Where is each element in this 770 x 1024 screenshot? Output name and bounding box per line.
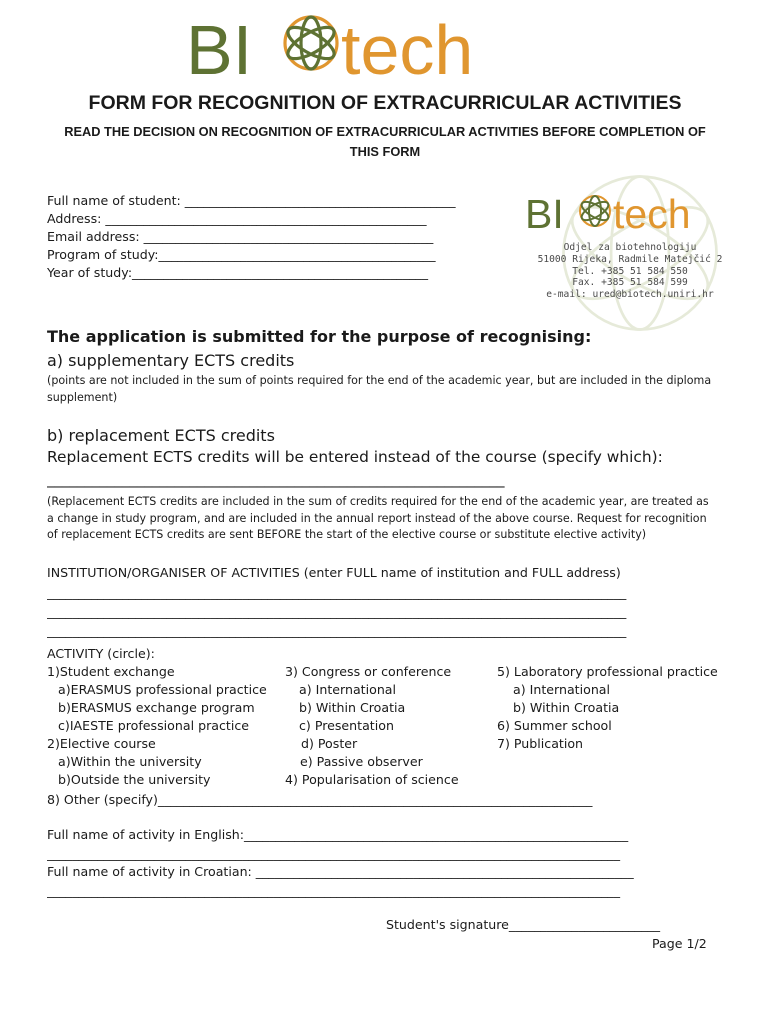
page-number: Page 1/2	[652, 936, 707, 951]
replacement-course-field[interactable]: _____________________________________________________________	[47, 470, 505, 488]
activity-option[interactable]: 1)Student exchange	[47, 664, 175, 679]
address-field[interactable]: Address: ___________________________________________________	[47, 211, 427, 226]
activity-option[interactable]: 2)Elective course	[47, 736, 156, 751]
activity-name-croatian-field[interactable]: Full name of activity in Croatian: ____________________________________________________________	[47, 864, 634, 879]
activity-heading: ACTIVITY (circle):	[47, 646, 155, 661]
institution-label: INSTITUTION/ORGANISER OF ACTIVITIES (enter FULL name of institution and FULL address)	[47, 565, 621, 580]
stamp-line: 51000 Rijeka, Radmile Matejčić 2	[537, 253, 723, 265]
stamp-line: Odjel za biotehnologiju	[563, 242, 697, 253]
activity-option[interactable]: 5) Laboratory professional practice	[497, 664, 718, 679]
stamp-line: Fax. +385 51 584 599	[572, 277, 688, 289]
option-a-note: (points are not included in the sum of points required for the end of the academic year, but are included in the diploma supplement)	[47, 374, 712, 404]
logo-bi-text: BI	[186, 11, 253, 78]
email-field[interactable]: Email address: ______________________________________________	[47, 229, 434, 244]
institution-field-line[interactable]: ____________________________________________________________________________________________	[47, 604, 627, 619]
activity-option[interactable]: a)Within the university	[58, 754, 202, 769]
activity-option[interactable]: c) Presentation	[299, 718, 394, 733]
activity-option[interactable]: c)IAESTE professional practice	[58, 718, 250, 733]
department-stamp	[520, 242, 740, 301]
logo-tech-text: tech	[341, 11, 474, 78]
activity-option[interactable]: 6) Summer school	[497, 718, 612, 733]
form-title: FORM FOR RECOGNITION OF EXTRACURRICULAR ACTIVITIES	[88, 92, 682, 114]
option-a-supplementary[interactable]: a) supplementary ECTS credits	[47, 351, 295, 370]
stamp-line: Tel. +385 51 584 550	[572, 265, 688, 277]
activity-option[interactable]: a) International	[513, 682, 611, 697]
institution-field-line[interactable]: ____________________________________________________________________________________________	[47, 585, 627, 600]
option-b-note: (Replacement ECTS credits are included in the sum of credits required for the end of the academic year, are treated as a change in study program, and are included in the annual report instead of the above course. Request for recognition of replacement ECTS credits are sent BEFORE the start of the elective course or substitute elective activity)	[47, 495, 709, 541]
biotech-logo	[186, 8, 586, 78]
activity-option[interactable]: 4) Popularisation of science	[285, 772, 459, 787]
activity-option[interactable]: b) Within Croatia	[299, 700, 406, 715]
svg-text:BI: BI	[525, 191, 564, 232]
activity-option[interactable]: 3) Congress or conference	[285, 664, 452, 679]
stamp-line: e-mail: ured@biotech.uniri.hr	[546, 289, 714, 301]
stamp-logo	[525, 190, 735, 232]
svg-text:tech: tech	[613, 191, 691, 232]
activity-option[interactable]: d) Poster	[301, 736, 358, 751]
replacement-course-label: Replacement ECTS credits will be entered instead of the course (specify which):	[47, 448, 663, 466]
logo-emblem	[283, 17, 338, 69]
activity-option[interactable]: b)ERASMUS exchange program	[58, 700, 255, 715]
activity-name-english-field[interactable]: Full name of activity in English:_____________________________________________________________	[47, 827, 629, 842]
activity-option[interactable]: e) Passive observer	[300, 754, 423, 769]
student-signature-field[interactable]: Student's signature________________________	[386, 917, 661, 932]
activity-name-croatian-line[interactable]: ___________________________________________________________________________________________	[47, 883, 621, 898]
activity-name-english-line[interactable]: ___________________________________________________________________________________________	[47, 846, 621, 861]
activity-option[interactable]: b) Within Croatia	[513, 700, 620, 715]
purpose-heading: The application is submitted for the purpose of recognising:	[47, 327, 592, 346]
year-field[interactable]: Year of study:_______________________________________________	[47, 265, 429, 280]
full-name-field[interactable]: Full name of student: ___________________________________________	[47, 193, 456, 208]
institution-field-line[interactable]: ____________________________________________________________________________________________	[47, 623, 627, 638]
program-field[interactable]: Program of study:____________________________________________	[47, 247, 436, 262]
option-b-replacement[interactable]: b) replacement ECTS credits	[47, 426, 275, 445]
activity-option[interactable]: 7) Publication	[497, 736, 584, 751]
activity-option[interactable]: a) International	[299, 682, 397, 697]
other-activity-field[interactable]: 8) Other (specify)_____________________________________________________________________	[47, 792, 593, 807]
form-subtitle: READ THE DECISION ON RECOGNITION OF EXTRACURRICULAR ACTIVITIES BEFORE COMPLETION OF THIS FORM	[64, 124, 706, 159]
activity-option[interactable]: b)Outside the university	[58, 772, 211, 787]
activity-option[interactable]: a)ERASMUS professional practice	[58, 682, 267, 697]
